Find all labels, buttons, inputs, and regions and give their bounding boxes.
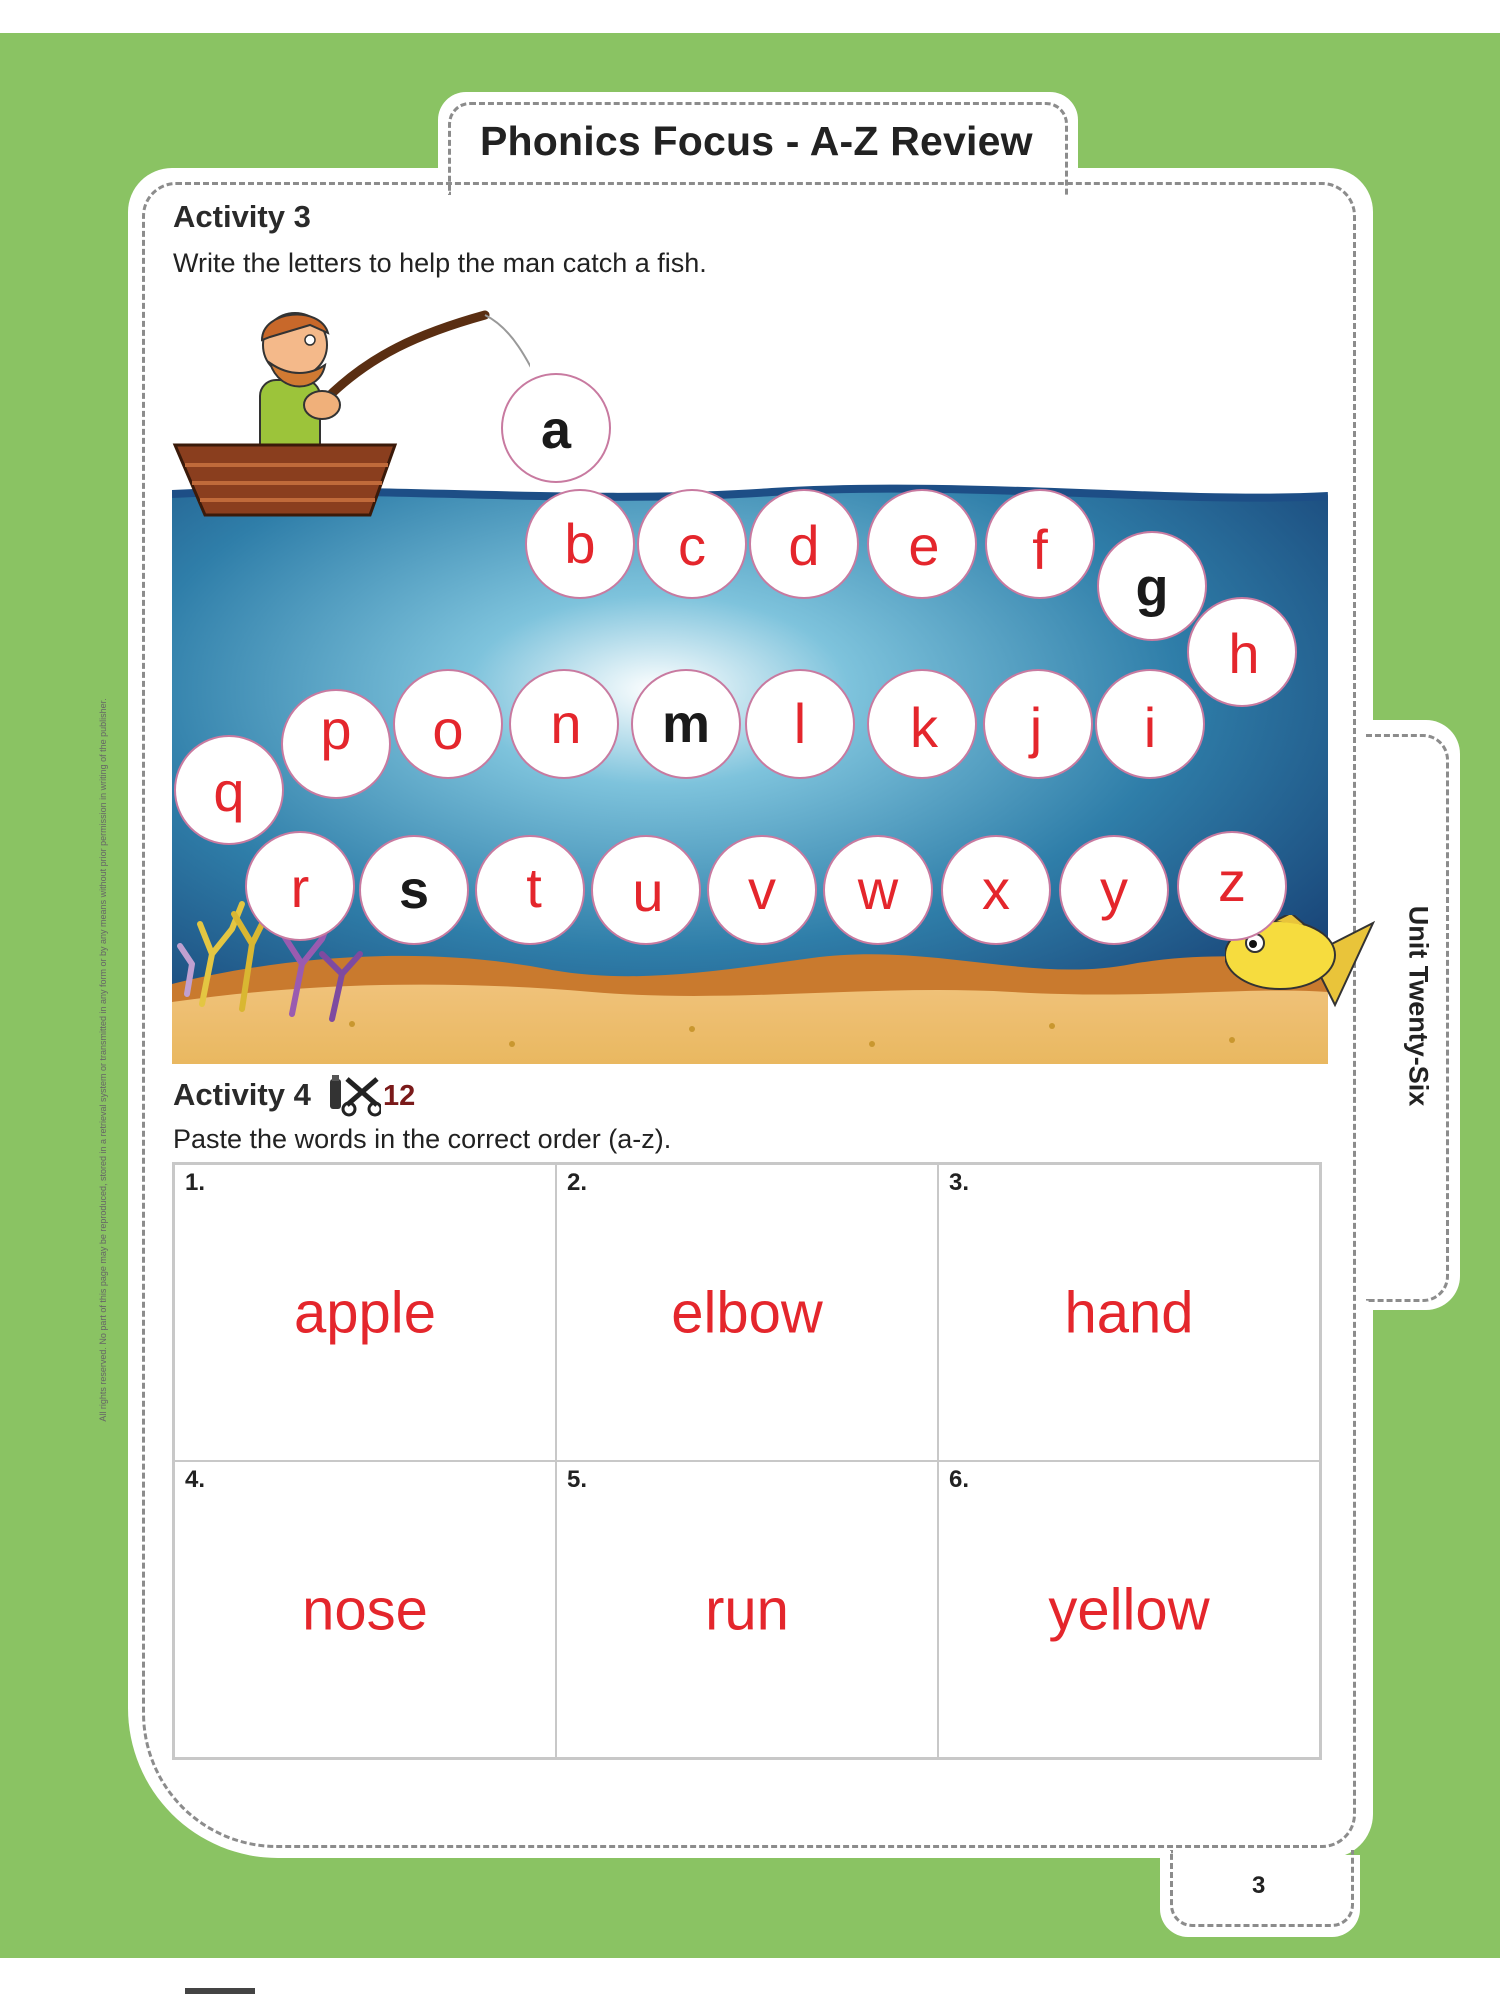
cell-number: 1.	[185, 1169, 206, 1196]
letter-d: d	[788, 514, 820, 577]
letter-j: j	[1029, 696, 1043, 759]
letter-y: y	[1100, 858, 1128, 921]
letter-a: a	[540, 400, 572, 460]
letter-q: q	[213, 760, 245, 823]
activity-4-title: Activity 4	[173, 1077, 311, 1112]
letter-s: s	[398, 860, 430, 920]
copyright-notice: All rights reserved. No part of this page may be reproduced, stored in a retrieval system or transmitted in any form or by any means without prior permission in writing of the publisher.	[98, 698, 108, 1422]
scissors-glue-icon	[327, 1075, 381, 1117]
page-title: Phonics Focus - A-Z Review	[480, 118, 1033, 164]
cell-word: apple	[294, 1280, 436, 1345]
letter-l: l	[793, 692, 807, 755]
letter-g: g	[1135, 558, 1169, 618]
letter-x: x	[982, 858, 1010, 921]
activity-4-number: 12	[383, 1080, 416, 1112]
cell-word: nose	[302, 1577, 428, 1642]
answer-grid	[172, 1162, 1322, 1760]
cell-word: run	[705, 1577, 789, 1642]
letter-r: r	[290, 856, 310, 919]
letter-f: f	[1032, 518, 1048, 581]
activity-3-instruction: Write the letters to help the man catch a fish.	[173, 248, 707, 278]
answer-cell-3[interactable]	[938, 1164, 1320, 1461]
letter-n: n	[550, 692, 582, 755]
boat-illustration	[175, 445, 395, 515]
answer-cell-2[interactable]	[556, 1164, 938, 1461]
letter-k: k	[910, 696, 938, 759]
letter-i: i	[1143, 696, 1157, 759]
bottom-divider	[185, 1988, 255, 1994]
letter-c: c	[678, 514, 706, 577]
fisherman-illustration	[170, 285, 530, 525]
answer-cell-5[interactable]	[556, 1461, 938, 1758]
unit-label: Unit Twenty-Six	[1403, 905, 1434, 1107]
activity-3-title: Activity 3	[173, 199, 311, 234]
cell-number: 3.	[949, 1169, 970, 1196]
letter-w: w	[857, 858, 899, 921]
letter-v: v	[748, 858, 776, 921]
letter-z: z	[1218, 850, 1246, 913]
activity-4-instruction: Paste the words in the correct order (a-z).	[173, 1124, 672, 1154]
answer-cell-4[interactable]	[174, 1461, 556, 1758]
cell-word: hand	[1064, 1280, 1194, 1345]
answer-cell-6[interactable]	[938, 1461, 1320, 1758]
letter-p: p	[320, 698, 352, 761]
letter-b: b	[564, 512, 596, 575]
cell-word: yellow	[1048, 1577, 1210, 1642]
letter-o: o	[432, 698, 464, 761]
cell-number: 4.	[185, 1466, 206, 1493]
page-number: 3	[1252, 1872, 1266, 1899]
answer-cell-1[interactable]	[174, 1164, 556, 1461]
cell-number: 2.	[567, 1169, 588, 1196]
cell-number: 5.	[567, 1466, 588, 1493]
cell-word: elbow	[671, 1280, 823, 1345]
letter-h: h	[1228, 622, 1260, 685]
letter-t: t	[526, 856, 542, 919]
cell-number: 6.	[949, 1466, 970, 1493]
letter-e: e	[908, 514, 940, 577]
letter-m: m	[661, 694, 711, 754]
letter-u: u	[632, 860, 664, 923]
